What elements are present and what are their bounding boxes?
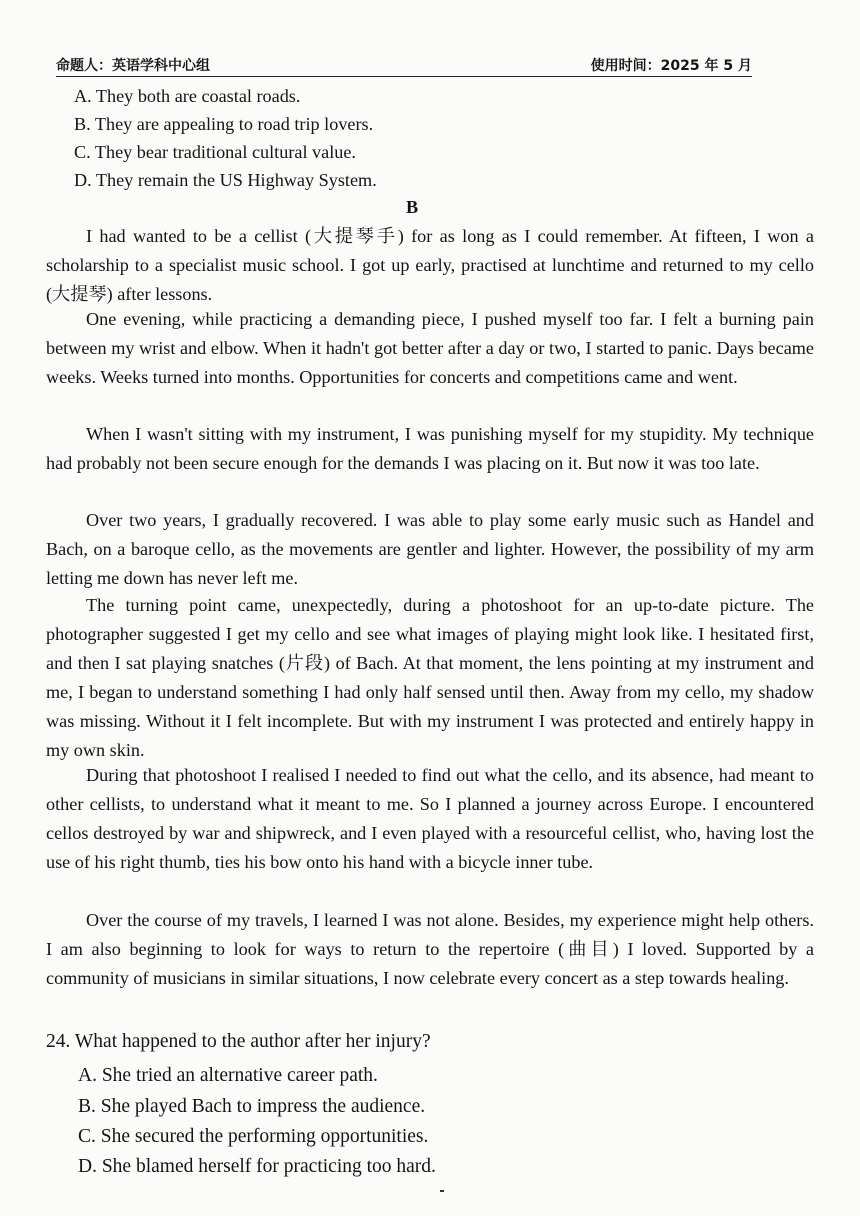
section-heading: B [406,197,419,217]
question-option-d: D. She blamed herself for practicing too hard. [78,1156,436,1177]
question-option-c: C. She secured the performing opportunities. [78,1126,429,1147]
paragraph-1: I had wanted to be a cellist (大提琴手) for as long as I could remember. At fifteen, I won a scholarship to a specialist music school. I got up early, practised at lunchtime and returned to my cello (大提琴) after lessons. [46,226,814,304]
paragraph-6: During that photoshoot I realised I needed to find out what the cello, and its absence, had meant to other cellists, to understand what it meant to me. So I planned a journey across Europe. I encountered cellos destroyed by war and shipwreck, and I even played with a resourceful cellist, who, having lost the use of his right thumb, ties his bow onto his hand with a bicycle inner tube. [46,765,814,872]
paragraph-7: Over the course of my travels, I learned I was not alone. Besides, my experience might help others. I am also beginning to look for ways to return to the repertoire (曲目) I loved. Supported by a community of musicians in similar situations, I now celebrate every concert as a step towards healing. [46,910,814,988]
question-option-a: A. She tried an alternative career path. [78,1065,378,1086]
prev-option-d: D. They remain the US Highway System. [74,170,377,190]
header-date: 使用时间：2025 年 5 月 [590,58,752,74]
prev-option-a: A. They both are coastal roads. [74,86,301,106]
paragraph-4: Over two years, I gradually recovered. I was able to play some early music such as Handel and Bach, on a baroque cello, as the movements are gentler and lighter. However, the possibility of my arm letting me down has never left me. [46,510,814,588]
question-option-b: B. She played Bach to impress the audience. [78,1096,426,1117]
paragraph-5: The turning point came, unexpectedly, during a photoshoot for an up-to-date picture. The photographer suggested I get my cello and see what images of playing might look like. I hesitated first, and then I sat playing snatches (片段) of Bach. At that moment, the lens pointing at my instrument and me, I began to understand something I had only half sensed until then. Away from my cello, my shadow was missing. Without it I felt incomplete. But with my instrument I was protected and entirely happy in my own skin. [46,595,814,760]
header-author: 命题人：英语学科中心组 [56,58,210,74]
prev-option-c: C. They bear traditional cultural value. [74,142,356,162]
prev-option-b: B. They are appealing to road trip lovers. [74,114,374,134]
page-mark [440,1190,444,1192]
page-header [56,54,752,77]
paragraph-2: One evening, while practicing a demanding piece, I pushed myself too far. I felt a burning pain between my wrist and elbow. When it hadn't got better after a day or two, I started to panic. Days became weeks. Weeks turned into months. Opportunities for concerts and competitions came and went. [46,309,814,387]
paragraph-3: When I wasn't sitting with my instrument, I was punishing myself for my stupidity. My technique had probably not been secure enough for the demands I was placing on it. But now it was too late. [46,424,814,473]
question-stem: 24. What happened to the author after her injury? [46,1031,431,1052]
